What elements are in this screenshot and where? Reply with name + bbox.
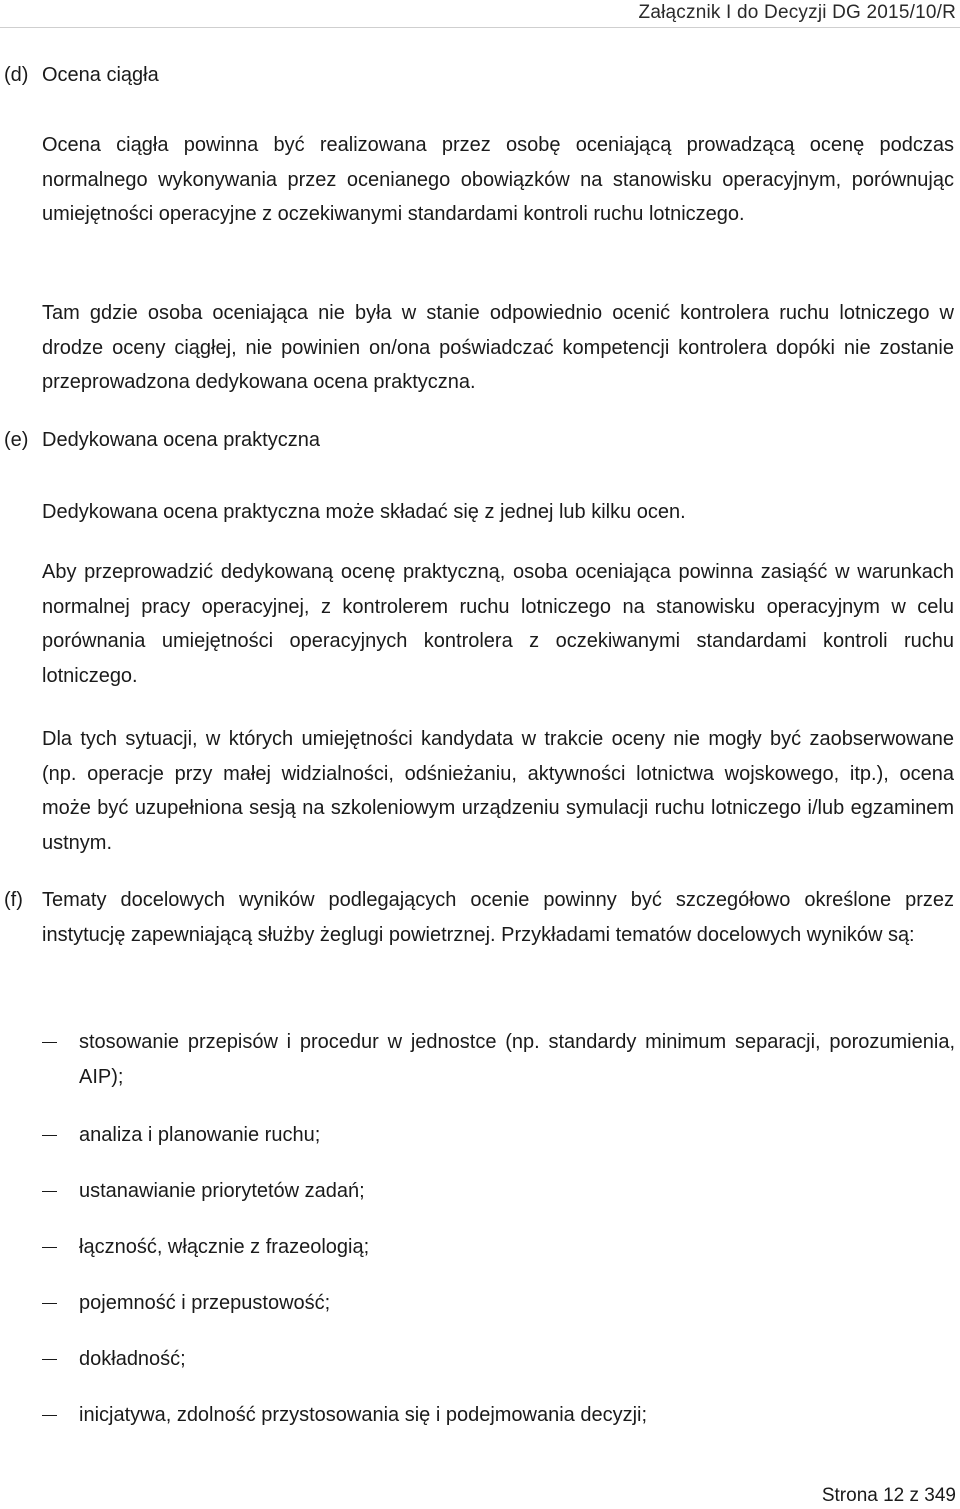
section-f-intro: Tematy docelowych wyników podlegających ocenie powinny być szczegółowo określone przez instytucję zapewniającą służby żeglugi powietrznej. Przykładami tematów docelowych wyników są: — [42, 889, 954, 946]
dash-bullet-icon — [42, 1135, 57, 1136]
list-item-text: ustanawianie priorytetów zadań; — [79, 1180, 365, 1202]
section-e-title: Dedykowana ocena praktyczna — [42, 429, 320, 451]
list-item-text: dokładność; — [79, 1348, 186, 1370]
header-rule — [0, 27, 960, 28]
list-item-text: łączność, włącznie z frazeologią; — [79, 1236, 370, 1258]
section-d-title: Ocena ciągła — [42, 64, 159, 86]
list-item-text: pojemność i przepustowość; — [79, 1292, 331, 1314]
section-e-paragraph-1: Dedykowana ocena praktyczna może składać się z jednej lub kilku ocen. — [42, 501, 686, 523]
section-d-paragraph-2: Tam gdzie osoba oceniająca nie była w stanie odpowiednio ocenić kontrolera ruchu lotniczego w drodze oceny ciągłej, nie powinien on/ona poświadczać kompetencji kontrolera dopóki nie zostanie przeprowadzona dedykowana ocena praktyczna. — [42, 302, 954, 393]
dash-bullet-icon — [42, 1415, 57, 1416]
dash-bullet-icon — [42, 1303, 57, 1304]
section-d-marker: (d) — [4, 64, 29, 86]
list-item-text: inicjatywa, zdolność przystosowania się i podejmowania decyzji; — [79, 1404, 648, 1426]
dash-bullet-icon — [42, 1247, 57, 1248]
section-e-marker: (e) — [4, 429, 29, 451]
list-item-text: stosowanie przepisów i procedur w jednostce (np. standardy minimum separacji, porozumienia, AIP); — [79, 1031, 955, 1088]
section-d-paragraph-1: Ocena ciągła powinna być realizowana przez osobę oceniającą prowadzącą ocenę podczas normalnego wykonywania przez ocenianego obowiązków na stanowisku operacyjnym, porównując umiejętności operacyjne z oczekiwanymi standardami kontroli ruchu lotniczego. — [42, 134, 954, 225]
section-e-paragraph-3: Dla tych sytuacji, w których umiejętności kandydata w trakcie oceny nie mogły być zaobserwowane (np. operacje przy małej widzialności, odśnieżaniu, aktywności lotnictwa wojskowego, itp.), ocena może być uzupełniona sesją na szkoleniowym urządzeniu symulacji ruchu lotniczego i/lub egzaminem ustnym. — [42, 728, 954, 854]
dash-bullet-icon — [42, 1042, 57, 1043]
document-header: Załącznik I do Decyzji DG 2015/10/R — [638, 2, 956, 23]
section-e-paragraph-2: Aby przeprowadzić dedykowaną ocenę praktyczną, osoba oceniająca powinna zasiąść w warunkach normalnej pracy operacyjnej, z kontrolerem ruchu lotniczego na stanowisku operacyjnym w celu porównania umiejętności operacyjnych kontrolera z oczekiwanymi standardami kontroli ruchu lotniczego. — [42, 561, 954, 687]
page-number: Strona 12 z 349 — [821, 1485, 956, 1506]
dash-bullet-icon — [42, 1359, 57, 1360]
section-f-marker: (f) — [4, 889, 23, 911]
dash-bullet-icon — [42, 1191, 57, 1192]
list-item-text: analiza i planowanie ruchu; — [79, 1124, 321, 1146]
